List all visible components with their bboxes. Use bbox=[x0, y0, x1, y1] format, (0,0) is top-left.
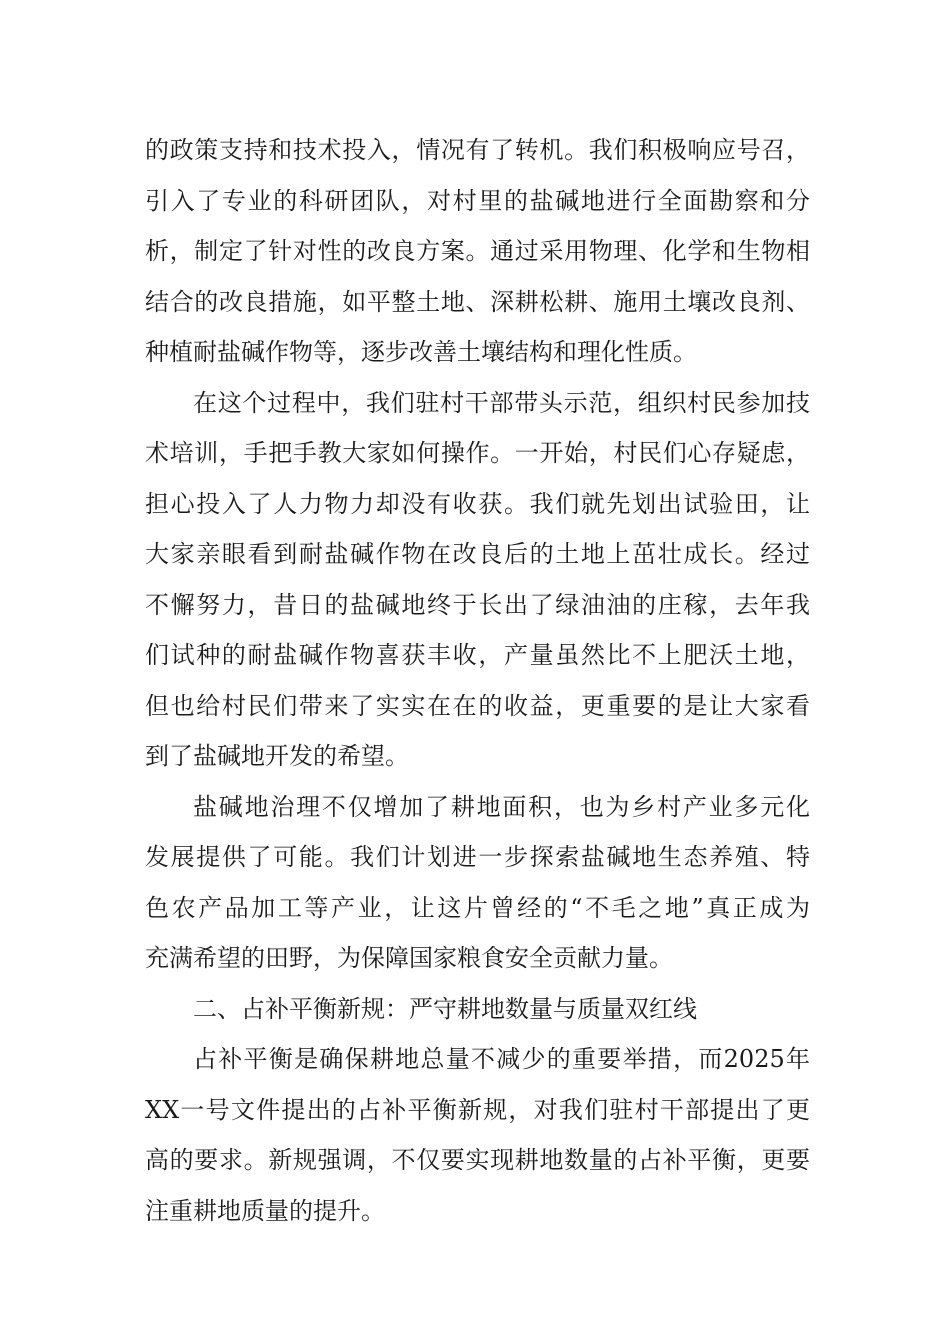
paragraph-line: 高的要求。新规强调，不仅要实现耕地数量的占补平衡，更要 bbox=[145, 1146, 810, 1174]
paragraph-line: 种植耐盐碱作物等，逐步改善土壤结构和理化性质。 bbox=[145, 338, 697, 366]
paragraph-line: 担心投入了人力物力却没有收获。我们就先划出试验田，让 bbox=[145, 489, 810, 518]
paragraph-line: 术培训，手把手教大家如何操作。一开始，村民们心存疑虑， bbox=[145, 439, 810, 467]
paragraph-line: 的政策支持和技术投入，情况有了转机。我们积极响应号召， bbox=[145, 136, 810, 164]
paragraph-line: 占补平衡是确保耕地总量不减少的重要举措，而2025年 bbox=[193, 1045, 810, 1073]
paragraph-line: 充满希望的田野，为保障国家粮食安全贡献力量。 bbox=[145, 944, 673, 972]
paragraph-line: 发展提供了可能。我们计划进一步探索盐碱地生态养殖、特 bbox=[145, 843, 810, 871]
paragraph-line: 引入了专业的科研团队，对村里的盐碱地进行全面勘察和分 bbox=[145, 186, 810, 215]
paragraph-line: 大家亲眼看到耐盐碱作物在改良后的土地上茁壮成长。经过 bbox=[145, 540, 810, 568]
paragraph-line: 不懈努力，昔日的盐碱地终于长出了绿油油的庄稼，去年我 bbox=[145, 590, 810, 619]
paragraph-line: 注重耕地质量的提升。 bbox=[145, 1196, 385, 1225]
paragraph-line: XX一号文件提出的占补平衡新规，对我们驻村干部提出了更 bbox=[145, 1095, 810, 1124]
paragraph-line: 结合的改良措施，如平整土地、深耕松耕、施用土壤改良剂、 bbox=[145, 287, 810, 316]
paragraph-line: 色农产品加工等产业，让这片曾经的“不毛之地”真正成为 bbox=[145, 893, 810, 922]
paragraph-line: 析，制定了针对性的改良方案。通过采用物理、化学和生物相 bbox=[145, 237, 810, 265]
paragraph-line: 在这个过程中，我们驻村干部带头示范，组织村民参加技 bbox=[193, 388, 810, 417]
section-heading: 二、占补平衡新规：严守耕地数量与质量双红线 bbox=[193, 994, 697, 1023]
paragraph-line: 到了盐碱地开发的希望。 bbox=[145, 742, 409, 770]
paragraph-line: 但也给村民们带来了实实在在的收益，更重要的是让大家看 bbox=[145, 691, 810, 720]
document-body bbox=[145, 125, 810, 1236]
paragraph-line: 盐碱地治理不仅增加了耕地面积，也为乡村产业多元化 bbox=[193, 792, 810, 821]
paragraph-line: 们试种的耐盐碱作物喜获丰收，产量虽然比不上肥沃土地， bbox=[145, 641, 810, 669]
